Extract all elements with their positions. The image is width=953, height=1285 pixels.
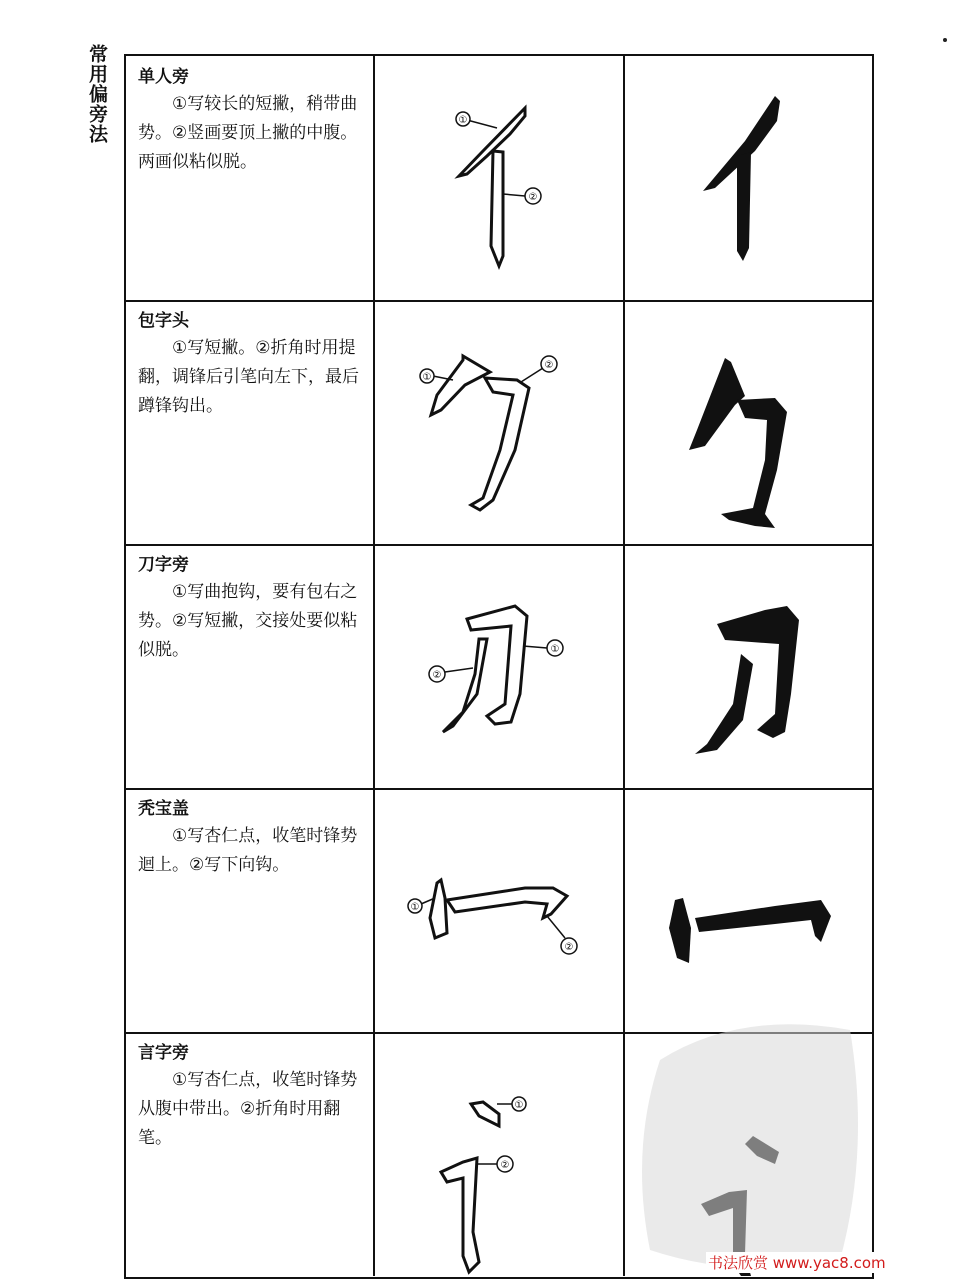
ink-character-cell: [625, 544, 872, 788]
text-cell: [126, 300, 375, 544]
marker-2: ②: [528, 192, 538, 203]
radical-description: ①写较长的短撇，稍带曲势。②竖画要顶上撇的中腹。两画似粘似脱。: [138, 94, 358, 172]
outline-stroke-diagram: [375, 1032, 625, 1276]
outline-diagram-cell: [375, 544, 625, 788]
table-row: [126, 300, 872, 546]
outline-diagram-cell: [375, 1032, 625, 1276]
radical-name: 刀字旁: [138, 555, 189, 575]
ink-radical-danren: [625, 56, 872, 300]
text-cell: [126, 56, 375, 300]
marker-2: ②: [500, 1160, 510, 1171]
outline-stroke-diagram: [375, 300, 625, 544]
ink-radical-tubaogai: [625, 788, 872, 1032]
corner-mark: [943, 38, 947, 42]
text-cell: [126, 1032, 375, 1276]
marker-2: ②: [432, 670, 442, 681]
outline-stroke-diagram: [375, 56, 625, 300]
radical-name: 言字旁: [138, 1043, 189, 1063]
outline-diagram-cell: [375, 300, 625, 544]
outline-diagram-cell: [375, 56, 625, 300]
ink-radical-daozipang: [625, 544, 872, 788]
radical-description: ①写杏仁点，收笔时锋势从腹中带出。②折角时用翻笔。: [138, 1070, 358, 1148]
marker-1: ①: [550, 644, 560, 655]
text-cell: [126, 544, 375, 788]
outline-stroke-diagram: [375, 788, 625, 1032]
site-footer: 书法欣赏 www.yac8.com: [708, 1254, 886, 1272]
seal-watermark: [620, 1000, 880, 1270]
marker-2: ②: [544, 360, 554, 371]
table-row: [126, 56, 872, 302]
marker-2: ②: [564, 942, 574, 953]
radical-name: 包字头: [138, 311, 189, 331]
marker-1: ①: [514, 1100, 524, 1111]
radical-description: ①写曲抱钩，要有包右之势。②写短撇，交接处要似粘似脱。: [138, 582, 358, 660]
ink-radical-baozitou: [625, 300, 872, 544]
table-row: [126, 544, 872, 790]
ink-character-cell: [625, 56, 872, 300]
text-cell: [126, 788, 375, 1032]
ink-character-cell: [625, 788, 872, 1032]
outline-stroke-diagram: [375, 544, 625, 788]
radical-description: ①写杏仁点，收笔时锋势迴上。②写下向钩。: [138, 826, 358, 875]
outline-diagram-cell: [375, 788, 625, 1032]
ink-character-cell: [625, 300, 872, 544]
radical-description: ①写短撇。②折角时用提翻，调锋后引笔向左下，最后蹲锋钩出。: [138, 338, 359, 416]
marker-1: ①: [422, 372, 432, 383]
radical-name: 秃宝盖: [138, 799, 189, 819]
table-row: [126, 788, 872, 1034]
marker-1: ①: [458, 115, 468, 126]
side-title: 常用偏旁法: [86, 44, 108, 144]
marker-1: ①: [410, 902, 420, 913]
radical-name: 单人旁: [138, 67, 189, 87]
